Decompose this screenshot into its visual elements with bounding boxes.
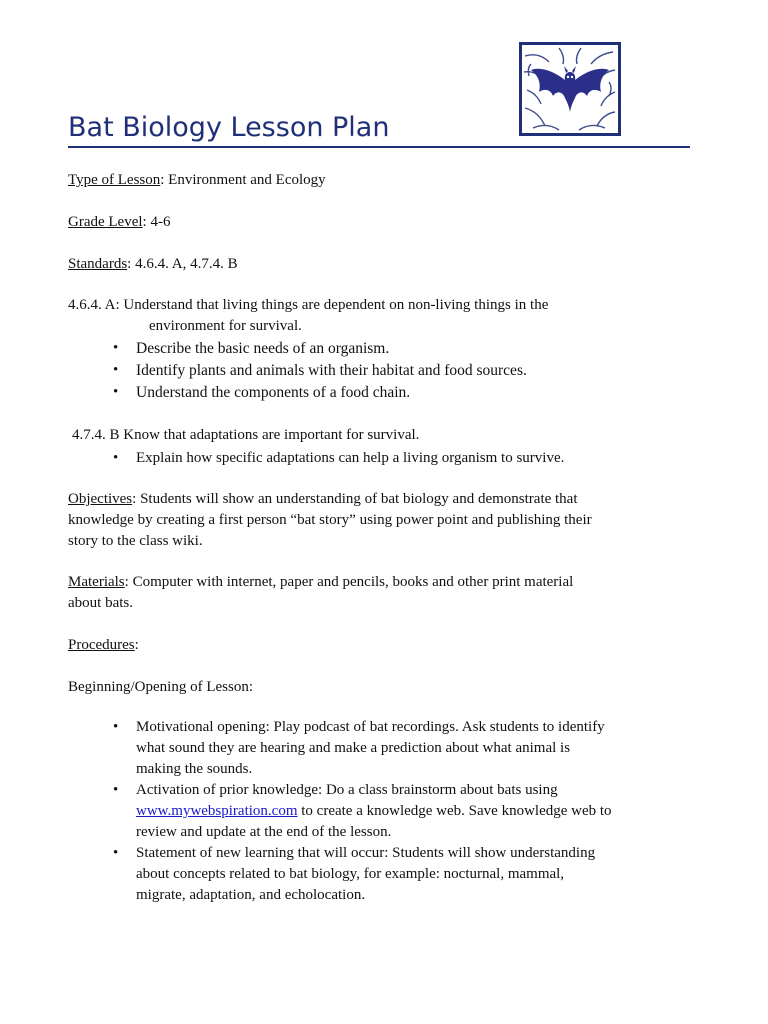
beginning-heading: Beginning/Opening of Lesson: <box>68 679 253 695</box>
bullet-dot: • <box>113 340 119 356</box>
type-of-lesson <box>68 170 326 191</box>
mywebspiration-link[interactable]: www.mywebspiration.com <box>136 803 298 819</box>
procedures-heading <box>68 635 139 656</box>
bullet-text: Explain how specific adaptations can help a living organism to survive. <box>136 450 565 466</box>
bullet-text: Understand the components of a food chain. <box>136 384 411 401</box>
objectives-text: : Students will show an understanding of bat biology and demonstrate that <box>132 491 578 507</box>
bullet-text: to create a knowledge web. Save knowledge web to <box>297 803 612 819</box>
bullet-dot: • <box>113 782 119 798</box>
procedures-label: Procedures <box>68 637 135 653</box>
standards-label: Standards <box>68 256 128 272</box>
bullet-text: about concepts related to bat biology, for example: nocturnal, mammal, <box>136 866 565 882</box>
bullet-text: what sound they are hearing and make a prediction about what animal is <box>136 740 571 756</box>
procedures-suffix: : <box>134 637 139 653</box>
bullet-text: Motivational opening: Play podcast of bat recordings. Ask students to identify <box>136 719 605 735</box>
materials-line2: about bats. <box>68 595 133 611</box>
objectives-line3: story to the class wiki. <box>68 533 203 549</box>
grade-level-value: : 4-6 <box>142 214 171 230</box>
bullet-text-with-link <box>136 801 612 822</box>
standard-b-line1: 4.7.4. B Know that adaptations are important for survival. <box>72 427 420 443</box>
objectives-line2: knowledge by creating a first person “bat story” using power point and publishing their <box>68 512 592 528</box>
bullet-dot: • <box>113 845 119 861</box>
bullet-text: making the sounds. <box>136 761 253 777</box>
grade-level <box>68 212 170 233</box>
materials-text: : Computer with internet, paper and pencils, books and other print material <box>124 574 574 590</box>
standards-value: : 4.6.4. A, 4.7.4. B <box>127 256 238 272</box>
standards <box>68 254 238 275</box>
objectives-label: Objectives <box>68 491 133 507</box>
bullet-dot: • <box>113 450 119 466</box>
objectives-line1 <box>68 489 578 510</box>
page-title: Bat Biology Lesson Plan <box>68 108 690 148</box>
type-of-lesson-label: Type of Lesson <box>68 172 161 188</box>
bullet-text: Statement of new learning that will occur: Students will show understanding <box>136 845 596 861</box>
materials-label: Materials <box>68 574 125 590</box>
bullet-dot: • <box>113 362 119 378</box>
standard-a-line2: environment for survival. <box>149 318 302 334</box>
bullet-text: Activation of prior knowledge: Do a class brainstorm about bats using <box>136 782 558 798</box>
bullet-text: Describe the basic needs of an organism. <box>136 340 390 357</box>
grade-level-label: Grade Level <box>68 214 143 230</box>
bullet-dot: • <box>113 719 119 735</box>
standard-a-line1: 4.6.4. A: Understand that living things are dependent on non-living things in the <box>68 297 549 313</box>
bullet-text: Identify plants and animals with their habitat and food sources. <box>136 362 527 379</box>
materials-line1 <box>68 572 573 593</box>
bullet-dot: • <box>113 384 119 400</box>
bullet-text: migrate, adaptation, and echolocation. <box>136 887 366 903</box>
bullet-text: review and update at the end of the lesson. <box>136 824 392 840</box>
type-of-lesson-value: : Environment and Ecology <box>160 172 326 188</box>
